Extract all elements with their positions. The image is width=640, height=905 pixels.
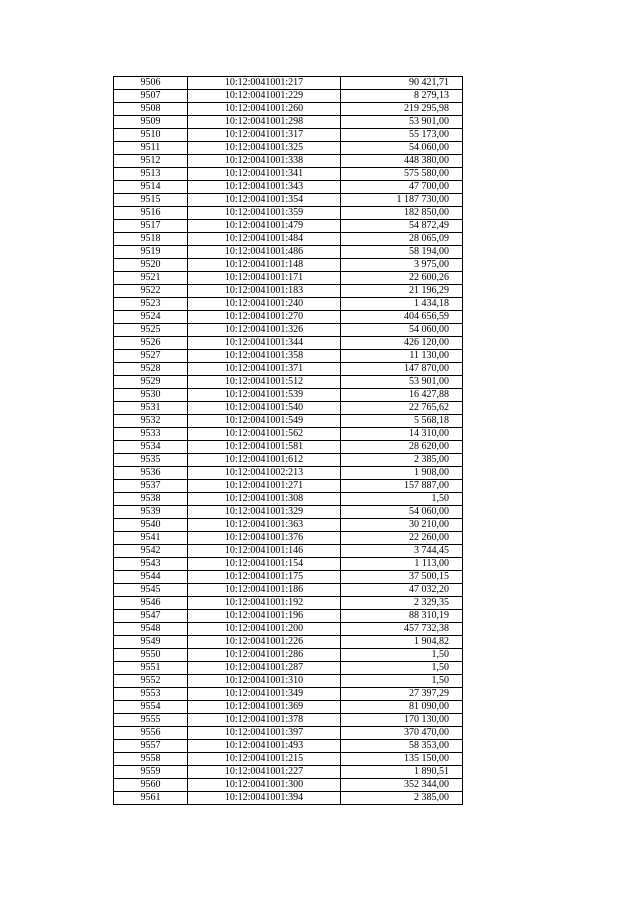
value-cell: 54 060,00 [341,506,463,519]
cadastral-number-cell: 10:12:0041001:359 [188,207,341,220]
cadastral-number-cell: 10:12:0041001:371 [188,363,341,376]
row-number-cell: 9542 [114,545,188,558]
value-cell: 1 890,51 [341,766,463,779]
value-cell: 1 434,18 [341,298,463,311]
value-cell: 157 887,00 [341,480,463,493]
table-row [114,246,463,259]
value-cell: 58 194,00 [341,246,463,259]
value-cell: 58 353,00 [341,740,463,753]
cadastral-number-cell: 10:12:0041001:271 [188,480,341,493]
value-cell: 1,50 [341,662,463,675]
table-row [114,688,463,701]
table-row [114,506,463,519]
row-number-cell: 9543 [114,558,188,571]
value-cell: 22 600,26 [341,272,463,285]
table-row [114,779,463,792]
value-cell: 37 500,15 [341,571,463,584]
table-row [114,298,463,311]
cadastral-number-cell: 10:12:0041001:325 [188,142,341,155]
row-number-cell: 9519 [114,246,188,259]
row-number-cell: 9517 [114,220,188,233]
row-number-cell: 9556 [114,727,188,740]
value-cell: 2 385,00 [341,792,463,805]
value-cell: 55 173,00 [341,129,463,142]
value-cell: 27 397,29 [341,688,463,701]
cadastral-number-cell: 10:12:0041001:175 [188,571,341,584]
cadastral-number-cell: 10:12:0041001:358 [188,350,341,363]
table-row [114,571,463,584]
value-cell: 1,50 [341,493,463,506]
row-number-cell: 9530 [114,389,188,402]
row-number-cell: 9558 [114,753,188,766]
row-number-cell: 9538 [114,493,188,506]
value-cell: 1 904,82 [341,636,463,649]
cadastral-number-cell: 10:12:0041001:329 [188,506,341,519]
row-number-cell: 9512 [114,155,188,168]
table-row [114,493,463,506]
table-row [114,558,463,571]
value-cell: 370 470,00 [341,727,463,740]
row-number-cell: 9510 [114,129,188,142]
value-cell: 1,50 [341,649,463,662]
row-number-cell: 9522 [114,285,188,298]
value-cell: 81 090,00 [341,701,463,714]
table-row [114,181,463,194]
cadastral-number-cell: 10:12:0041001:200 [188,623,341,636]
row-number-cell: 9521 [114,272,188,285]
row-number-cell: 9524 [114,311,188,324]
value-cell: 1 187 730,00 [341,194,463,207]
value-cell: 2 385,00 [341,454,463,467]
value-cell: 16 427,88 [341,389,463,402]
value-cell: 54 872,49 [341,220,463,233]
row-number-cell: 9557 [114,740,188,753]
cadastral-number-cell: 10:12:0041001:226 [188,636,341,649]
value-cell: 22 765,62 [341,402,463,415]
row-number-cell: 9536 [114,467,188,480]
row-number-cell: 9561 [114,792,188,805]
row-number-cell: 9541 [114,532,188,545]
row-number-cell: 9537 [114,480,188,493]
value-cell: 90 421,71 [341,77,463,90]
cadastral-number-cell: 10:12:0041001:612 [188,454,341,467]
row-number-cell: 9548 [114,623,188,636]
table-row [114,220,463,233]
table-row [114,714,463,727]
row-number-cell: 9532 [114,415,188,428]
value-cell: 352 344,00 [341,779,463,792]
cadastral-number-cell: 10:12:0041001:338 [188,155,341,168]
table-row [114,77,463,90]
table-row [114,90,463,103]
cadastral-number-cell: 10:12:0041001:354 [188,194,341,207]
table-row [114,454,463,467]
value-cell: 53 901,00 [341,116,463,129]
cadastral-number-cell: 10:12:0041001:394 [188,792,341,805]
cadastral-number-cell: 10:12:0041001:479 [188,220,341,233]
table-row [114,480,463,493]
row-number-cell: 9525 [114,324,188,337]
cadastral-number-cell: 10:12:0041001:343 [188,181,341,194]
row-number-cell: 9550 [114,649,188,662]
table-row [114,415,463,428]
row-number-cell: 9523 [114,298,188,311]
value-cell: 3 744,45 [341,545,463,558]
cadastral-number-cell: 10:12:0041002:213 [188,467,341,480]
value-cell: 1 908,00 [341,467,463,480]
cadastral-number-cell: 10:12:0041001:215 [188,753,341,766]
cadastral-number-cell: 10:12:0041001:581 [188,441,341,454]
row-number-cell: 9507 [114,90,188,103]
row-number-cell: 9552 [114,675,188,688]
table-row [114,701,463,714]
value-cell: 3 975,00 [341,259,463,272]
table-row [114,103,463,116]
value-cell: 5 568,18 [341,415,463,428]
value-cell: 22 260,00 [341,532,463,545]
table-row [114,610,463,623]
row-number-cell: 9555 [114,714,188,727]
table-row [114,519,463,532]
cadastral-number-cell: 10:12:0041001:183 [188,285,341,298]
table-row [114,311,463,324]
value-cell: 8 279,13 [341,90,463,103]
table-row [114,116,463,129]
cadastral-number-cell: 10:12:0041001:484 [188,233,341,246]
value-cell: 2 329,35 [341,597,463,610]
cadastral-number-cell: 10:12:0041001:192 [188,597,341,610]
table-row [114,129,463,142]
row-number-cell: 9560 [114,779,188,792]
row-number-cell: 9506 [114,77,188,90]
table-row [114,740,463,753]
table-row [114,168,463,181]
table-row [114,402,463,415]
row-number-cell: 9539 [114,506,188,519]
cadastral-number-cell: 10:12:0041001:171 [188,272,341,285]
table-row [114,142,463,155]
cadastral-number-cell: 10:12:0041001:562 [188,428,341,441]
table-row [114,675,463,688]
cadastral-number-cell: 10:12:0041001:196 [188,610,341,623]
row-number-cell: 9546 [114,597,188,610]
cadastral-number-cell: 10:12:0041001:539 [188,389,341,402]
row-number-cell: 9509 [114,116,188,129]
value-cell: 1,50 [341,675,463,688]
cadastral-number-cell: 10:12:0041001:540 [188,402,341,415]
value-cell: 404 656,59 [341,311,463,324]
cadastral-number-cell: 10:12:0041001:344 [188,337,341,350]
cadastral-number-cell: 10:12:0041001:286 [188,649,341,662]
table-row [114,428,463,441]
value-cell: 448 380,00 [341,155,463,168]
cadastral-number-cell: 10:12:0041001:378 [188,714,341,727]
table-row [114,753,463,766]
cadastral-number-cell: 10:12:0041001:146 [188,545,341,558]
table-row [114,389,463,402]
row-number-cell: 9545 [114,584,188,597]
cadastral-number-cell: 10:12:0041001:186 [188,584,341,597]
row-number-cell: 9520 [114,259,188,272]
row-number-cell: 9535 [114,454,188,467]
table-row [114,766,463,779]
cadastral-number-cell: 10:12:0041001:260 [188,103,341,116]
row-number-cell: 9511 [114,142,188,155]
row-number-cell: 9528 [114,363,188,376]
table-row [114,363,463,376]
table-row [114,623,463,636]
cadastral-number-cell: 10:12:0041001:363 [188,519,341,532]
value-cell: 11 130,00 [341,350,463,363]
cadastral-number-cell: 10:12:0041001:512 [188,376,341,389]
value-cell: 53 901,00 [341,376,463,389]
table-row [114,233,463,246]
cadastral-number-cell: 10:12:0041001:310 [188,675,341,688]
value-cell: 135 150,00 [341,753,463,766]
cadastral-number-cell: 10:12:0041001:300 [188,779,341,792]
cadastral-number-cell: 10:12:0041001:369 [188,701,341,714]
value-cell: 28 065,09 [341,233,463,246]
cadastral-number-cell: 10:12:0041001:287 [188,662,341,675]
cadastral-number-cell: 10:12:0041001:397 [188,727,341,740]
value-cell: 575 580,00 [341,168,463,181]
row-number-cell: 9534 [114,441,188,454]
table-row [114,662,463,675]
cadastral-number-cell: 10:12:0041001:217 [188,77,341,90]
table-row [114,337,463,350]
table-row [114,207,463,220]
cadastral-number-cell: 10:12:0041001:317 [188,129,341,142]
row-number-cell: 9544 [114,571,188,584]
table-row [114,155,463,168]
cadastral-number-cell: 10:12:0041001:270 [188,311,341,324]
table-row [114,194,463,207]
cadastral-number-cell: 10:12:0041001:493 [188,740,341,753]
cadastral-number-cell: 10:12:0041001:148 [188,259,341,272]
row-number-cell: 9513 [114,168,188,181]
row-number-cell: 9508 [114,103,188,116]
value-cell: 219 295,98 [341,103,463,116]
row-number-cell: 9554 [114,701,188,714]
cadastral-number-cell: 10:12:0041001:240 [188,298,341,311]
value-cell: 54 060,00 [341,324,463,337]
value-cell: 147 870,00 [341,363,463,376]
table-row [114,441,463,454]
cadastral-number-cell: 10:12:0041001:326 [188,324,341,337]
row-number-cell: 9551 [114,662,188,675]
row-number-cell: 9529 [114,376,188,389]
row-number-cell: 9514 [114,181,188,194]
row-number-cell: 9553 [114,688,188,701]
row-number-cell: 9559 [114,766,188,779]
table-row [114,350,463,363]
value-cell: 54 060,00 [341,142,463,155]
row-number-cell: 9518 [114,233,188,246]
row-number-cell: 9515 [114,194,188,207]
table-row [114,792,463,805]
row-number-cell: 9526 [114,337,188,350]
cadastral-number-cell: 10:12:0041001:229 [188,90,341,103]
cadastral-number-cell: 10:12:0041001:549 [188,415,341,428]
value-cell: 47 700,00 [341,181,463,194]
table-row [114,467,463,480]
row-number-cell: 9516 [114,207,188,220]
cadastral-number-cell: 10:12:0041001:308 [188,493,341,506]
table-row [114,584,463,597]
value-cell: 28 620,00 [341,441,463,454]
table-row [114,376,463,389]
cadastral-number-cell: 10:12:0041001:298 [188,116,341,129]
table-row [114,545,463,558]
value-cell: 426 120,00 [341,337,463,350]
table-row [114,259,463,272]
table-row [114,324,463,337]
cadastral-number-cell: 10:12:0041001:486 [188,246,341,259]
table-row [114,649,463,662]
row-number-cell: 9549 [114,636,188,649]
cadastral-number-cell: 10:12:0041001:154 [188,558,341,571]
cadastral-value-table [113,76,463,805]
value-cell: 47 032,20 [341,584,463,597]
table-row [114,597,463,610]
table-body [114,77,463,805]
cadastral-number-cell: 10:12:0041001:341 [188,168,341,181]
table-row [114,636,463,649]
cadastral-number-cell: 10:12:0041001:349 [188,688,341,701]
table-row [114,272,463,285]
row-number-cell: 9547 [114,610,188,623]
value-cell: 182 850,00 [341,207,463,220]
row-number-cell: 9531 [114,402,188,415]
row-number-cell: 9540 [114,519,188,532]
value-cell: 1 113,00 [341,558,463,571]
table-row [114,727,463,740]
cadastral-number-cell: 10:12:0041001:376 [188,532,341,545]
value-cell: 21 196,29 [341,285,463,298]
value-cell: 14 310,00 [341,428,463,441]
value-cell: 457 732,38 [341,623,463,636]
row-number-cell: 9527 [114,350,188,363]
value-cell: 30 210,00 [341,519,463,532]
table-row [114,532,463,545]
cadastral-number-cell: 10:12:0041001:227 [188,766,341,779]
value-cell: 170 130,00 [341,714,463,727]
value-cell: 88 310,19 [341,610,463,623]
row-number-cell: 9533 [114,428,188,441]
table-row [114,285,463,298]
